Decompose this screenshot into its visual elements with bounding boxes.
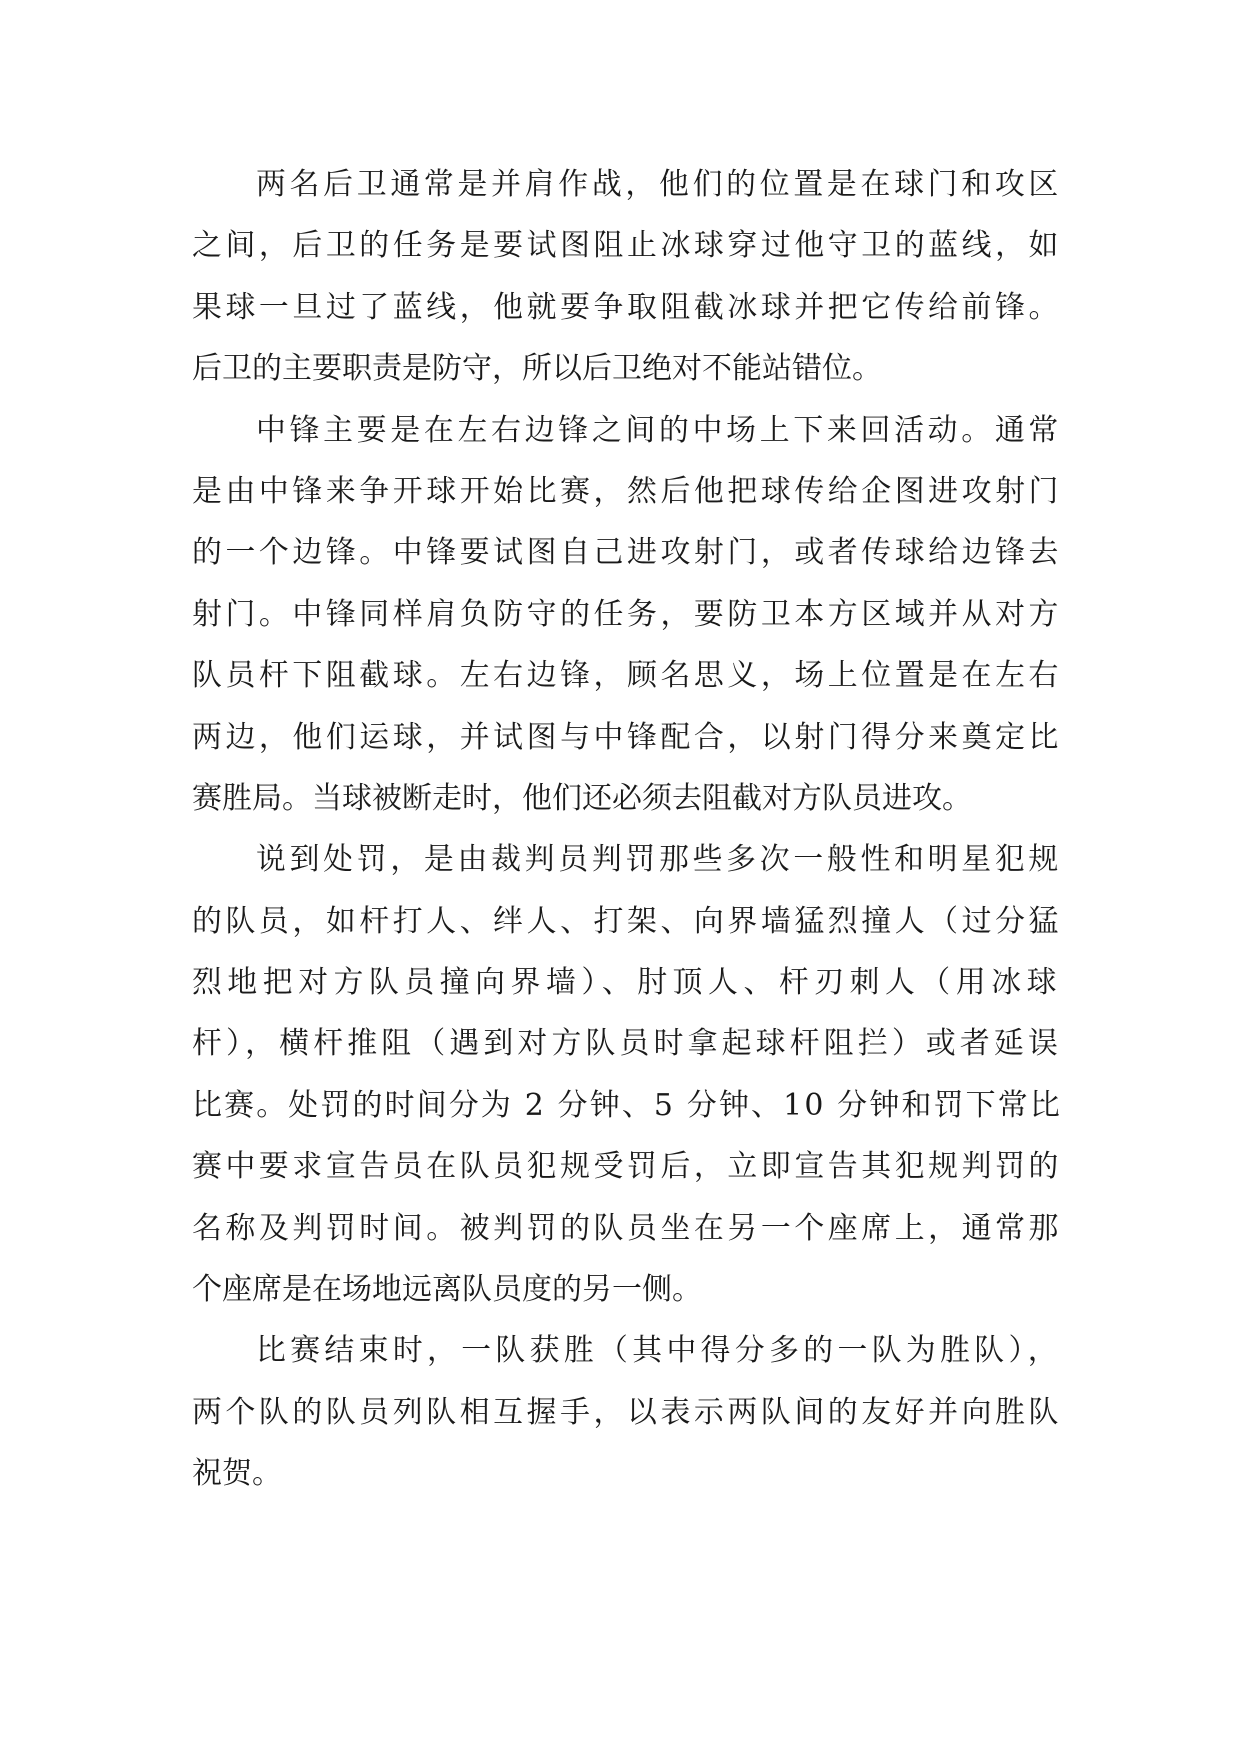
line-text: 杆），横杆推阻（遇到对方队员时拿起球杆阻拦）或者延误 [192,1026,1063,1062]
text-line [192,768,1062,829]
text-line [192,1320,1062,1381]
text-line [192,829,1062,890]
line-text: 果球一旦过了蓝线，他就要争取阻截冰球并把它传给前锋。 [192,289,1063,325]
text-line [192,461,1062,522]
text-line [192,1013,1062,1074]
paragraph-defense [192,154,1062,400]
line-text: 队员杆下阻截球。左右边锋，顾名思义，场上位置是在左右 [192,658,1063,694]
text-line [192,645,1062,706]
text-line [192,277,1062,338]
line-text: 之间，后卫的任务是要试图阻止冰球穿过他守卫的蓝线，如 [192,228,1063,264]
text-line [192,1443,1062,1504]
text-line [192,154,1062,215]
line-text: 的队员，如杆打人、绊人、打架、向界墙猛烈撞人（过分猛 [192,903,1063,939]
text-line [192,952,1062,1013]
line-text: 两个队的队员列队相互握手，以表示两队间的友好并向胜队 [192,1394,1063,1430]
line-text: 中锋主要是在左右边锋之间的中场上下来回活动。通常 [256,412,1063,448]
paragraph-penalties [192,829,1062,1320]
text-line [192,338,1062,399]
text-line [192,584,1062,645]
line-text: 后卫的主要职责是防守，所以后卫绝对不能站错位。 [192,351,882,387]
document-body [192,154,1062,1505]
line-text: 赛胜局。当球被断走时，他们还必须去阻截对方队员进攻。 [192,780,972,816]
text-line [192,400,1062,461]
text-line [192,1075,1062,1136]
line-text: 两边，他们运球，并试图与中锋配合，以射门得分来奠定比 [192,719,1063,755]
line-text: 个座席是在场地远离队员度的另一侧。 [192,1272,702,1308]
line-text: 两名后卫通常是并肩作战，他们的位置是在球门和攻区 [256,167,1063,202]
text-line [192,215,1062,276]
line-text: 比赛结束时，一队获胜（其中得分多的一队为胜队）， [256,1333,1063,1369]
line-text: 烈地把对方队员撞向界墙）、肘顶人、杆刃刺人（用冰球 [192,965,1063,1001]
line-text: 祝贺。 [192,1456,282,1492]
line-text: 是由中锋来争开球开始比赛，然后他把球传给企图进攻射门 [192,473,1063,509]
text-line [192,1259,1062,1320]
paragraph-center-forward [192,400,1062,830]
paragraph-game-end [192,1320,1062,1504]
line-text: 赛中要求宣告员在队员犯规受罚后，立即宣告其犯规判罚的 [192,1149,1063,1185]
text-line [192,1198,1062,1259]
line-text: 名称及判罚时间。被判罚的队员坐在另一个座席上，通常那 [192,1210,1063,1246]
line-text: 的一个边锋。中锋要试图自己进攻射门，或者传球给边锋去 [192,535,1063,571]
text-line [192,1136,1062,1197]
line-text: 比赛。处罚的时间分为 2 分钟、5 分钟、10 分钟和罚下常比 [192,1087,1062,1123]
text-line [192,707,1062,768]
line-text: 射门。中锋同样肩负防守的任务，要防卫本方区域并从对方 [192,596,1063,632]
line-text: 说到处罚，是由裁判员判罚那些多次一般性和明星犯规 [256,842,1063,878]
text-line [192,522,1062,583]
text-line [192,891,1062,952]
text-line [192,1382,1062,1443]
